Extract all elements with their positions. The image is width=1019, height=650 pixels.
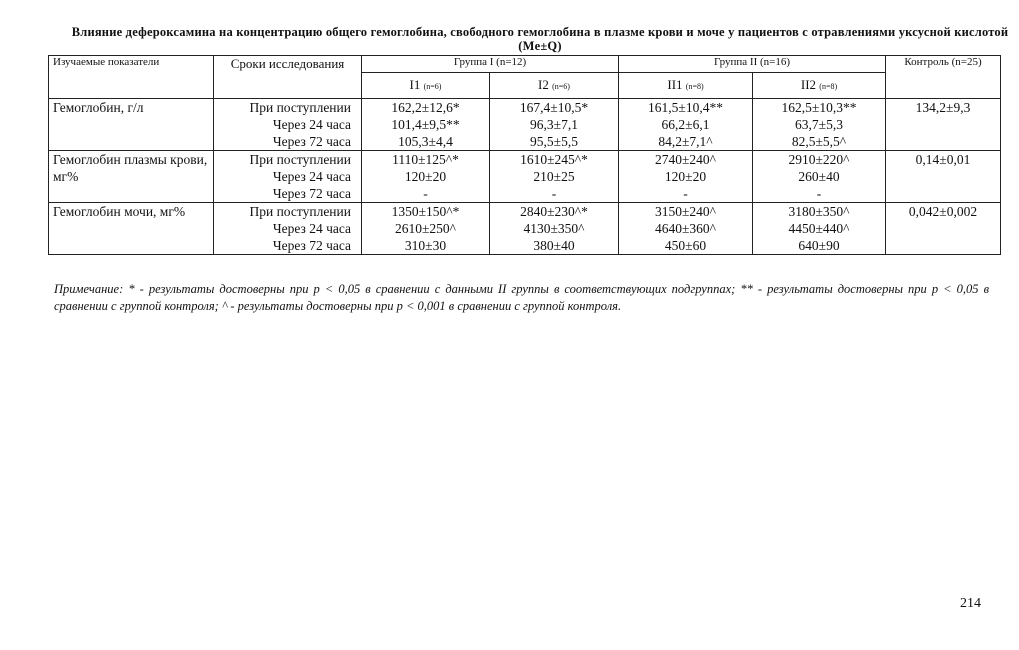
value: 450±60	[664, 238, 707, 253]
value: 3150±240^	[655, 204, 716, 219]
cell-ii2	[753, 203, 886, 255]
value: 3180±350^	[788, 204, 850, 219]
sub-ii2-main: II2	[800, 77, 817, 93]
header-sub-i2	[490, 73, 619, 99]
sub-ii2-n: (n=8)	[819, 82, 838, 92]
value: 2740±240^	[655, 152, 716, 167]
value: 4640±360^	[655, 221, 716, 236]
value: 380±40	[533, 238, 575, 253]
value: 162,5±10,3**	[781, 100, 857, 115]
header-group1: Группа I (n=12)	[362, 56, 619, 73]
row-times	[214, 151, 362, 203]
time-label: При поступлении	[249, 100, 351, 115]
value: 1610±245^*	[520, 152, 588, 167]
cell-i1	[362, 99, 490, 151]
time-label: При поступлении	[249, 204, 351, 219]
row-indicator: Гемоглобин плазмы крови, мг%	[49, 151, 214, 203]
header-indicators: Изучаемые показатели	[49, 56, 214, 99]
table-note: Примечание: * - результаты достоверны при р < 0,05 в сравнении с данными II группы в соответствующих подгруппах; ** - результаты достоверны при р < 0,05 в сравнении с группой контроля; ^ - результаты достоверны при р < 0,001 в сравнении с группой контроля.	[54, 282, 989, 313]
row-indicator: Гемоглобин мочи, мг%	[49, 203, 214, 255]
cell-control: 134,2±9,3	[886, 99, 1001, 151]
cell-i1	[362, 151, 490, 203]
table-row	[49, 151, 1001, 203]
value: 1350±150^*	[391, 204, 460, 219]
value: 96,3±7,1	[530, 117, 578, 132]
value: 210±25	[533, 169, 575, 184]
value: 4130±350^	[523, 221, 585, 236]
cell-control: 0,14±0,01	[886, 151, 1001, 203]
value: 95,5±5,5	[530, 134, 578, 149]
header-control: Контроль (n=25)	[886, 56, 1001, 99]
time-label: Через 72 часа	[272, 186, 351, 201]
value: 2610±250^	[395, 221, 456, 236]
value: -	[423, 186, 428, 201]
value: -	[683, 186, 688, 201]
table-row	[49, 203, 1001, 255]
cell-i1	[362, 203, 490, 255]
value: 63,7±5,3	[795, 117, 843, 132]
header-timing: Сроки исследования	[214, 56, 362, 99]
value: 66,2±6,1	[661, 117, 710, 132]
cell-ii2	[753, 99, 886, 151]
row-times	[214, 99, 362, 151]
value: 640±90	[798, 238, 840, 253]
cell-i2	[490, 99, 619, 151]
header-sub-i1	[362, 73, 490, 99]
value: 310±30	[404, 238, 447, 253]
header-row-1	[49, 56, 1001, 73]
time-label: Через 24 часа	[272, 117, 351, 132]
cell-i2	[490, 151, 619, 203]
value: 260±40	[798, 169, 840, 184]
value: 167,4±10,5*	[519, 100, 589, 115]
sub-ii1-main: II1	[667, 77, 683, 93]
sub-ii1-n: (n=8)	[685, 82, 704, 92]
header-sub-ii1	[619, 73, 753, 99]
cell-ii1	[619, 203, 753, 255]
row-times	[214, 203, 362, 255]
value: 84,2±7,1^	[658, 134, 713, 149]
sub-i1-n: (n=6)	[423, 82, 442, 92]
value: 120±20	[664, 169, 707, 184]
value: 2840±230^*	[520, 204, 588, 219]
time-label: Через 72 часа	[272, 238, 351, 253]
value: 101,4±9,5**	[391, 117, 460, 132]
cell-ii2	[753, 151, 886, 203]
value: 162,2±12,6*	[391, 100, 460, 115]
value: 120±20	[404, 169, 447, 184]
value: -	[551, 186, 557, 201]
value: 161,5±10,4**	[648, 100, 723, 115]
page-number: 214	[960, 596, 981, 611]
value: 4450±440^	[788, 221, 850, 236]
sub-i2-n: (n=6)	[552, 82, 570, 92]
row-indicator: Гемоглобин, г/л	[49, 99, 214, 151]
value: 1110±125^*	[392, 152, 459, 167]
value: 82,5±5,5^	[791, 134, 847, 149]
sub-i2-main: I2	[538, 77, 549, 93]
sub-i1-main: I1	[409, 77, 421, 93]
header-sub-ii2	[753, 73, 886, 99]
value: 2910±220^	[788, 152, 850, 167]
value: 105,3±4,4	[398, 134, 453, 149]
cell-i2	[490, 203, 619, 255]
cell-control: 0,042±0,002	[886, 203, 1001, 255]
time-label: Через 24 часа	[272, 221, 351, 236]
cell-ii1	[619, 151, 753, 203]
time-label: Через 24 часа	[272, 169, 351, 184]
time-label: При поступлении	[249, 152, 351, 167]
header-group2: Группа II (n=16)	[619, 56, 886, 73]
table-row	[49, 99, 1001, 151]
value: -	[816, 186, 822, 201]
table-title: Влияние дефероксамина на концентрацию общего гемоглобина, свободного гемоглобина в плазме крови и моче у пациентов с отравлениями уксусной кислотой (Me±Q)	[71, 25, 1009, 53]
data-table	[48, 55, 1001, 255]
time-label: Через 72 часа	[272, 134, 351, 149]
cell-ii1	[619, 99, 753, 151]
